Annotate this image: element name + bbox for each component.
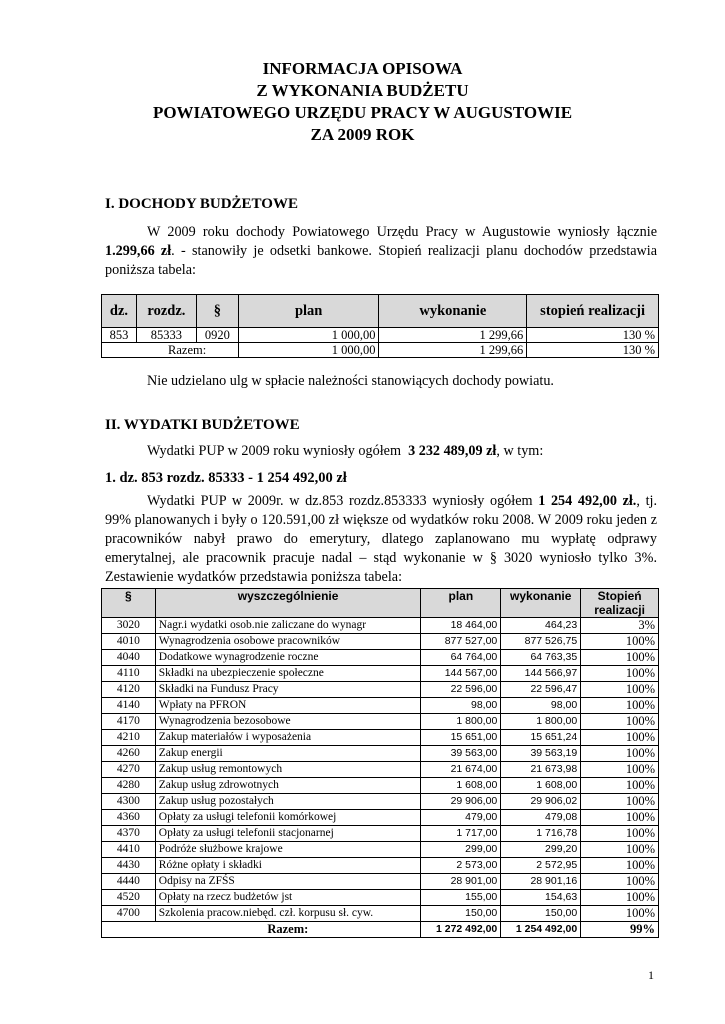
title-line: ZA 2009 ROK bbox=[310, 125, 415, 144]
table-cell: 100% bbox=[581, 874, 659, 890]
table-cell: Opłaty za usługi telefonii stacjonarnej bbox=[155, 826, 421, 842]
total-label: Razem: bbox=[155, 922, 421, 938]
column-header: Stopień realizacji bbox=[581, 589, 659, 618]
table-cell: 479,00 bbox=[421, 810, 501, 826]
table-row bbox=[102, 826, 659, 842]
table-cell: 479,08 bbox=[501, 810, 581, 826]
table-cell: 100% bbox=[581, 842, 659, 858]
income-note-text: Nie udzielano ulg w spłacie należności stanowiących dochody powiatu. bbox=[147, 373, 554, 389]
expenses-table bbox=[101, 588, 659, 938]
table-cell: 100% bbox=[581, 682, 659, 698]
table-cell: 100% bbox=[581, 634, 659, 650]
table-cell: 154,63 bbox=[501, 890, 581, 906]
table-cell: Dodatkowe wynagrodzenie roczne bbox=[155, 650, 421, 666]
table-cell: 29 906,00 bbox=[421, 794, 501, 810]
title-line: INFORMACJA OPISOWA bbox=[262, 59, 463, 78]
table-cell: 22 596,00 bbox=[421, 682, 501, 698]
table-row bbox=[102, 328, 659, 343]
income-paragraph bbox=[105, 223, 657, 280]
table-cell: 98,00 bbox=[501, 698, 581, 714]
table-cell: 150,00 bbox=[421, 906, 501, 922]
para-text-after: , tj. 99% planowanych i były o 120.591,00 zł większe od wydatków roku 2008. W 2009 roku jeden z pracowników nabył prawo do emerytury, dlatego zaplanowano mu wypłatę odprawy emerytalnej, ale pracownik pracuje nadal – stąd wykonanie w § 3020 wyniosło tylko 3%. Zestawienie wydatków przedstawia poniższa tabela: bbox=[105, 493, 657, 585]
table-row bbox=[102, 714, 659, 730]
income-table-header bbox=[102, 295, 659, 328]
page-number: 1 bbox=[648, 968, 654, 982]
table-row bbox=[102, 650, 659, 666]
expenses-subheading: 1. dz. 853 rozdz. 85333 - 1 254 492,00 zł bbox=[105, 470, 347, 486]
table-cell: 21 674,00 bbox=[421, 762, 501, 778]
table-cell: 1 800,00 bbox=[501, 714, 581, 730]
column-header: plan bbox=[421, 589, 501, 618]
table-cell: 4280 bbox=[102, 778, 156, 794]
table-cell: 877 526,75 bbox=[501, 634, 581, 650]
table-cell: 4010 bbox=[102, 634, 156, 650]
table-row bbox=[102, 634, 659, 650]
table-cell: 29 906,02 bbox=[501, 794, 581, 810]
total-plan: 1 272 492,00 bbox=[421, 922, 501, 938]
column-header: plan bbox=[238, 295, 379, 328]
table-cell: Różne opłaty i składki bbox=[155, 858, 421, 874]
income-heading: I. DOCHODY BUDŻETOWE bbox=[105, 196, 298, 212]
table-row bbox=[102, 858, 659, 874]
table-cell: 64 764,00 bbox=[421, 650, 501, 666]
table-cell: 4120 bbox=[102, 682, 156, 698]
table-cell: 18 464,00 bbox=[421, 618, 501, 634]
table-cell: 98,00 bbox=[421, 698, 501, 714]
table-cell: 155,00 bbox=[421, 890, 501, 906]
table-cell: 853 bbox=[102, 328, 137, 343]
table-cell: 877 527,00 bbox=[421, 634, 501, 650]
table-cell: 100% bbox=[581, 810, 659, 826]
table-cell: 15 651,00 bbox=[421, 730, 501, 746]
table-cell: 22 596,47 bbox=[501, 682, 581, 698]
table-cell: Opłaty za usługi telefonii komórkowej bbox=[155, 810, 421, 826]
table-cell: Wynagrodzenia osobowe pracowników bbox=[155, 634, 421, 650]
expenses-intro-after: , w tym: bbox=[496, 443, 544, 459]
table-cell: 4410 bbox=[102, 842, 156, 858]
table-row bbox=[102, 730, 659, 746]
table-cell: 4430 bbox=[102, 858, 156, 874]
total-wykonanie: 1 299,66 bbox=[379, 343, 527, 358]
table-cell: 464,23 bbox=[501, 618, 581, 634]
income-text-after: . - stanowiły je odsetki bankowe. Stopień realizacji planu dochodów przedstawia poniższa tabela: bbox=[105, 243, 657, 278]
table-cell: 100% bbox=[581, 666, 659, 682]
table-cell: 4300 bbox=[102, 794, 156, 810]
expenses-heading: II. WYDATKI BUDŻETOWE bbox=[105, 417, 300, 433]
table-cell: 2 572,95 bbox=[501, 858, 581, 874]
table-cell: 28 901,00 bbox=[421, 874, 501, 890]
table-cell: 100% bbox=[581, 794, 659, 810]
table-cell: 0920 bbox=[196, 328, 238, 343]
table-cell: 15 651,24 bbox=[501, 730, 581, 746]
table-cell: 4270 bbox=[102, 762, 156, 778]
table-cell: 64 763,35 bbox=[501, 650, 581, 666]
table-cell: Odpisy na ZFŚS bbox=[155, 874, 421, 890]
table-row bbox=[102, 810, 659, 826]
table-cell: 4370 bbox=[102, 826, 156, 842]
table-row bbox=[102, 890, 659, 906]
table-cell: 100% bbox=[581, 858, 659, 874]
total-wykonanie: 1 254 492,00 bbox=[501, 922, 581, 938]
table-cell: 3020 bbox=[102, 618, 156, 634]
table-cell: 4440 bbox=[102, 874, 156, 890]
table-row bbox=[102, 618, 659, 634]
table-cell: Zakup energii bbox=[155, 746, 421, 762]
table-cell: Nagr.i wydatki osob.nie zaliczane do wynagr bbox=[155, 618, 421, 634]
table-cell: 85333 bbox=[136, 328, 196, 343]
document-title bbox=[0, 58, 725, 146]
table-cell: 100% bbox=[581, 762, 659, 778]
table-row bbox=[102, 762, 659, 778]
table-cell: Szkolenia pracow.niebęd. czł. korpusu sł. cyw. bbox=[155, 906, 421, 922]
table-cell: 4170 bbox=[102, 714, 156, 730]
table-row bbox=[102, 842, 659, 858]
column-header: wykonanie bbox=[501, 589, 581, 618]
table-row bbox=[102, 666, 659, 682]
table-cell: 150,00 bbox=[501, 906, 581, 922]
table-row bbox=[102, 794, 659, 810]
table-cell: Opłaty na rzecz budżetów jst bbox=[155, 890, 421, 906]
table-cell: 100% bbox=[581, 778, 659, 794]
column-header: rozdz. bbox=[136, 295, 196, 328]
table-cell: 4040 bbox=[102, 650, 156, 666]
table-cell: 130 % bbox=[527, 328, 659, 343]
table-row bbox=[102, 906, 659, 922]
table-cell: 1 800,00 bbox=[421, 714, 501, 730]
table-cell: 39 563,00 bbox=[421, 746, 501, 762]
expenses-intro bbox=[105, 442, 657, 461]
para-amount: 1 254 492,00 zł. bbox=[538, 493, 637, 509]
table-cell: 1 608,00 bbox=[421, 778, 501, 794]
income-table bbox=[101, 294, 659, 358]
income-note bbox=[105, 372, 657, 391]
table-cell: Podróże służbowe krajowe bbox=[155, 842, 421, 858]
column-header: wykonanie bbox=[379, 295, 527, 328]
table-cell: 4260 bbox=[102, 746, 156, 762]
column-header: wyszczególnienie bbox=[155, 589, 421, 618]
table-cell: 39 563,19 bbox=[501, 746, 581, 762]
income-text-before: W 2009 roku dochody Powiatowego Urzędu Pracy w Augustowie wyniosły łącznie bbox=[147, 224, 657, 240]
table-cell: Składki na Fundusz Pracy bbox=[155, 682, 421, 698]
column-header: § bbox=[102, 589, 156, 618]
table-cell: 1 000,00 bbox=[238, 328, 379, 343]
column-header: dz. bbox=[102, 295, 137, 328]
table-cell: 100% bbox=[581, 890, 659, 906]
total-stopien: 99% bbox=[581, 922, 659, 938]
table-cell: 1 608,00 bbox=[501, 778, 581, 794]
expenses-intro-before: Wydatki PUP w 2009 roku wyniosły ogółem bbox=[147, 443, 401, 459]
table-cell: 100% bbox=[581, 730, 659, 746]
table-cell: 4140 bbox=[102, 698, 156, 714]
total-stopien: 130 % bbox=[527, 343, 659, 358]
table-cell: 4520 bbox=[102, 890, 156, 906]
table-cell: Wynagrodzenia bezosobowe bbox=[155, 714, 421, 730]
table-cell: Wpłaty na PFRON bbox=[155, 698, 421, 714]
column-header: § bbox=[196, 295, 238, 328]
table-cell: 3% bbox=[581, 618, 659, 634]
column-header: stopień realizacji bbox=[527, 295, 659, 328]
table-cell: 100% bbox=[581, 906, 659, 922]
table-row bbox=[102, 778, 659, 794]
table-cell: 21 673,98 bbox=[501, 762, 581, 778]
title-line: Z WYKONANIA BUDŻETU bbox=[256, 81, 469, 100]
table-row bbox=[102, 698, 659, 714]
table-row bbox=[102, 874, 659, 890]
table-cell: 299,20 bbox=[501, 842, 581, 858]
table-row bbox=[102, 682, 659, 698]
total-label: Razem: bbox=[136, 343, 238, 358]
table-cell: 1 716,78 bbox=[501, 826, 581, 842]
table-cell: 4360 bbox=[102, 810, 156, 826]
table-cell: 100% bbox=[581, 650, 659, 666]
table-cell: 28 901,16 bbox=[501, 874, 581, 890]
table-cell: 144 566,97 bbox=[501, 666, 581, 682]
para-text-before: Wydatki PUP w 2009r. w dz.853 rozdz.853333 wyniosły ogółem bbox=[147, 493, 533, 509]
table-cell: 100% bbox=[581, 746, 659, 762]
table-cell: 100% bbox=[581, 714, 659, 730]
table-cell: 100% bbox=[581, 826, 659, 842]
table-cell: 1 717,00 bbox=[421, 826, 501, 842]
table-cell: 1 299,66 bbox=[379, 328, 527, 343]
income-amount: 1.299,66 zł bbox=[105, 243, 172, 259]
expenses-paragraph bbox=[105, 492, 657, 587]
table-cell: Zakup usług remontowych bbox=[155, 762, 421, 778]
title-line: POWIATOWEGO URZĘDU PRACY W AUGUSTOWIE bbox=[152, 103, 573, 122]
table-cell: 4210 bbox=[102, 730, 156, 746]
table-cell: 100% bbox=[581, 698, 659, 714]
expenses-intro-amount: 3 232 489,09 zł bbox=[408, 443, 497, 459]
table-cell: Zakup usług pozostałych bbox=[155, 794, 421, 810]
table-cell: 299,00 bbox=[421, 842, 501, 858]
expenses-table-header bbox=[102, 589, 659, 618]
table-cell: Zakup materiałów i wyposażenia bbox=[155, 730, 421, 746]
table-cell: 144 567,00 bbox=[421, 666, 501, 682]
table-cell: 2 573,00 bbox=[421, 858, 501, 874]
table-cell: 4700 bbox=[102, 906, 156, 922]
table-total-row bbox=[102, 922, 659, 938]
table-cell: 4110 bbox=[102, 666, 156, 682]
table-row bbox=[102, 746, 659, 762]
table-total-row bbox=[102, 343, 659, 358]
total-plan: 1 000,00 bbox=[238, 343, 379, 358]
table-cell: Zakup usług zdrowotnych bbox=[155, 778, 421, 794]
table-cell: Składki na ubezpieczenie społeczne bbox=[155, 666, 421, 682]
